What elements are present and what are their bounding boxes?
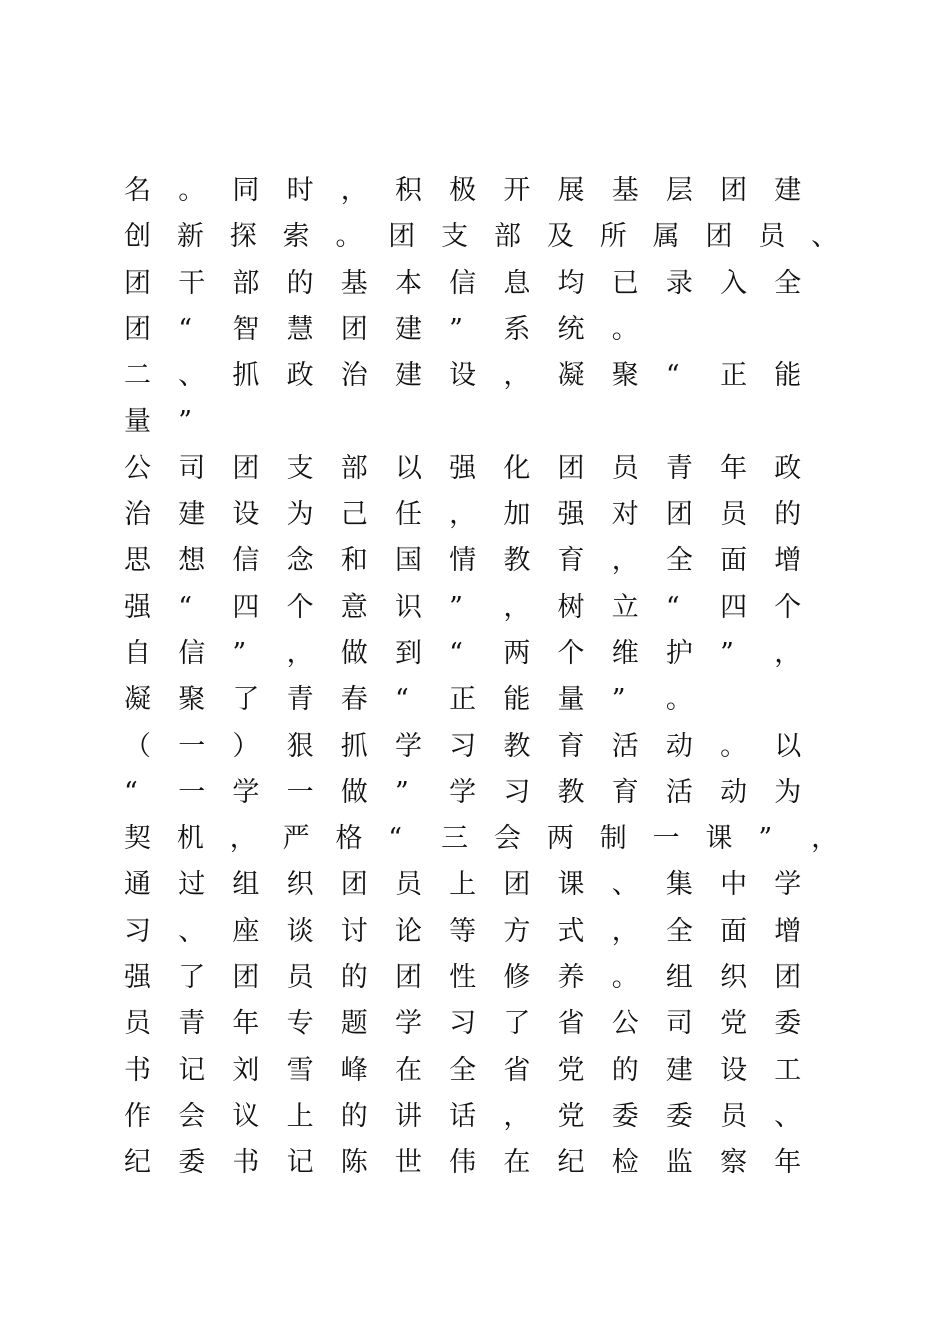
text-line: 公 司 团 支 部 以 强 化 团 员 青 年 政 [124,452,802,484]
text-line: 作 会 议 上 的 讲 话 ， 党 委 委 员 、 [124,1100,802,1132]
section-heading: 量 ” [124,406,192,438]
text-line: 思 想 信 念 和 国 情 教 育 ， 全 面 增 [124,545,802,577]
text-line: 强 “ 四 个 意 识 ” ， 树 立 “ 四 个 [124,591,802,623]
text-line: 名 。 同 时 ， 积 极 开 展 基 层 团 建 [124,175,802,206]
text-line: 纪 委 书 记 陈 世 伟 在 纪 检 监 察 年 [124,1147,802,1179]
text-line: 契 机 ， 严 格 “ 三 会 两 制 一 课 ” ， [124,823,839,855]
text-line: 强 了 团 员 的 团 性 修 养 。 组 织 团 [124,962,802,994]
text-line: 凝 聚 了 青 春 “ 正 能 量 ” 。 [124,684,693,716]
section-heading: 二 、 抓 政 治 建 设 ， 凝 聚 “ 正 能 [124,360,802,392]
text-line: 员 青 年 专 题 学 习 了 省 公 司 党 委 [124,1008,802,1040]
text-line: 团 “ 智 慧 团 建 ” 系 统 。 [124,313,639,345]
subsection-heading: （ 一 ） 狠 抓 学 习 教 育 活 动 。 以 [124,730,802,762]
text-line: 创 新 探 索 。 团 支 部 及 所 属 团 员 、 [124,221,839,253]
text-line: 习 、 座 谈 讨 论 等 方 式 ， 全 面 增 [124,915,802,947]
text-line: “ 一 学 一 做 ” 学 习 教 育 活 动 为 [124,776,802,808]
text-line: 通 过 组 织 团 员 上 团 课 、 集 中 学 [124,869,802,901]
document-body [124,168,864,1187]
text-line: 自 信 ” ， 做 到 “ 两 个 维 护 ” ， [124,637,802,669]
text-line: 治 建 设 为 己 任 ， 加 强 对 团 员 的 [124,499,802,531]
text-line: 团 干 部 的 基 本 信 息 均 已 录 入 全 [124,267,802,299]
text-line: 书 记 刘 雪 峰 在 全 省 党 的 建 设 工 [124,1054,802,1086]
